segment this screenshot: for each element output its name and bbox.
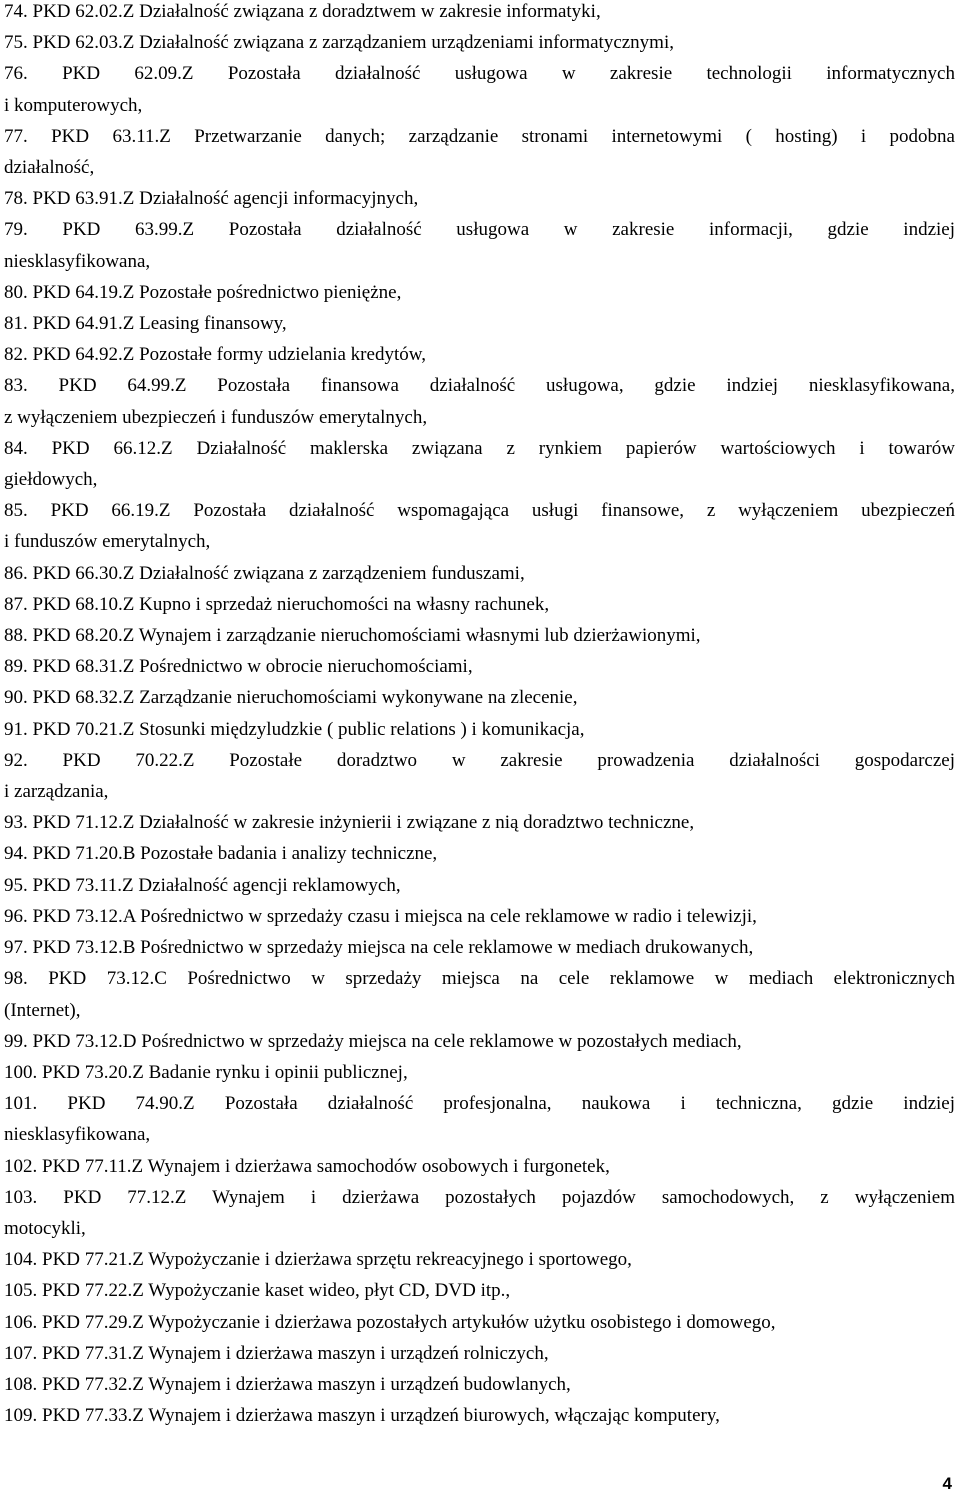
list-item-line: 87. PKD 68.10.Z Kupno i sprzedaż nieruchomości na własny rachunek, — [4, 593, 550, 615]
list-item-line: i funduszów emerytalnych, — [4, 531, 211, 553]
list-item — [4, 745, 955, 807]
list-item-line: 74. PKD 62.02.Z Działalność związana z doradztwem w zakresie informatyki, — [4, 1, 601, 22]
list-item-line: 98. PKD 73.12.C Pośrednictwo w sprzedaży miejsca na cele reklamowe w mediach elektronicznych — [4, 968, 955, 990]
list-item — [4, 1244, 955, 1275]
list-item-line: niesklasyfikowana, — [4, 1124, 151, 1146]
list-item-line: 102. PKD 77.11.Z Wynajem i dzierżawa samochodów osobowych i furgonetek, — [4, 1155, 610, 1177]
list-item — [4, 1307, 955, 1338]
list-item — [4, 901, 955, 932]
list-item — [4, 339, 955, 370]
list-item — [4, 0, 955, 27]
list-item — [4, 558, 955, 589]
list-item-line: 95. PKD 73.11.Z Działalność agencji reklamowych, — [4, 874, 401, 896]
list-item-line: giełdowych, — [4, 469, 98, 491]
list-item — [4, 714, 955, 745]
list-item-line: 77. PKD 63.11.Z Przetwarzanie danych; zarządzanie stronami internetowymi ( hosting) i podobna — [4, 125, 955, 147]
list-item-line: 96. PKD 73.12.A Pośrednictwo w sprzedaży czasu i miejsca na cele reklamowe w radio i telewizji, — [4, 905, 757, 927]
list-item — [4, 1338, 955, 1369]
list-item-line: 103. PKD 77.12.Z Wynajem i dzierżawa pozostałych pojazdów samochodowych, z wyłączeniem — [4, 1186, 955, 1208]
list-item-line: (Internet), — [4, 999, 81, 1021]
list-item-line: 82. PKD 64.92.Z Pozostałe formy udzielania kredytów, — [4, 344, 426, 366]
list-item-line: 105. PKD 77.22.Z Wypożyczanie kaset wideo, płyt CD, DVD itp., — [4, 1280, 511, 1302]
list-item — [4, 651, 955, 682]
list-item-line: 106. PKD 77.29.Z Wypożyczanie i dzierżawa pozostałych artykułów użytku osobistego i domowego, — [4, 1311, 776, 1333]
list-item — [4, 682, 955, 713]
list-item-line: 91. PKD 70.21.Z Stosunki międzyludzkie ( public relations ) i komunikacja, — [4, 718, 585, 740]
list-item-line: 94. PKD 71.20.B Pozostałe badania i analizy techniczne, — [4, 843, 438, 865]
list-item-line: motocykli, — [4, 1217, 86, 1239]
list-item-line: niesklasyfikowana, — [4, 250, 151, 272]
list-item — [4, 963, 955, 1025]
list-item-line: 78. PKD 63.91.Z Działalność agencji informacyjnych, — [4, 188, 419, 210]
list-item — [4, 121, 955, 183]
list-item — [4, 1088, 955, 1150]
list-item-line: 85. PKD 66.19.Z Pozostała działalność wspomagająca usługi finansowe, z wyłączeniem ubezpieczeń — [4, 500, 955, 522]
list-item-line: 97. PKD 73.12.B Pośrednictwo w sprzedaży miejsca na cele reklamowe w mediach drukowanych, — [4, 937, 754, 959]
list-item — [4, 807, 955, 838]
pkd-code-list — [4, 0, 955, 1431]
list-item-line: 84. PKD 66.12.Z Działalność maklerska związana z rynkiem papierów wartościowych i towarów — [4, 437, 955, 459]
list-item-line: 81. PKD 64.91.Z Leasing finansowy, — [4, 313, 287, 335]
list-item-line: 89. PKD 68.31.Z Pośrednictwo w obrocie nieruchomościami, — [4, 656, 473, 678]
list-item — [4, 932, 955, 963]
list-item — [4, 1151, 955, 1182]
list-item — [4, 1400, 955, 1431]
list-item-line: działalność, — [4, 157, 95, 179]
list-item-line: 101. PKD 74.90.Z Pozostała działalność profesjonalna, naukowa i techniczna, gdzie indziej — [4, 1093, 955, 1115]
list-item — [4, 27, 955, 58]
list-item — [4, 308, 955, 339]
list-item — [4, 620, 955, 651]
list-item — [4, 1182, 955, 1244]
page-number: 4 — [942, 1474, 952, 1493]
list-item-line: 93. PKD 71.12.Z Działalność w zakresie inżynierii i związane z nią doradztwo techniczne, — [4, 812, 695, 834]
list-item — [4, 214, 955, 276]
list-item — [4, 183, 955, 214]
list-item-line: 79. PKD 63.99.Z Pozostała działalność usługowa w zakresie informacji, gdzie indziej — [4, 219, 955, 241]
list-item-line: 86. PKD 66.30.Z Działalność związana z zarządzeniem funduszami, — [4, 562, 525, 584]
list-item-line: 75. PKD 62.03.Z Działalność związana z zarządzaniem urządzeniami informatycznymi, — [4, 32, 674, 54]
list-item — [4, 1369, 955, 1400]
list-item-line: 90. PKD 68.32.Z Zarządzanie nieruchomościami wykonywane na zlecenie, — [4, 687, 578, 709]
list-item — [4, 870, 955, 901]
list-item — [4, 433, 955, 495]
list-item-line: 83. PKD 64.99.Z Pozostała finansowa działalność usługowa, gdzie indziej niesklasyfikowana, — [4, 375, 955, 397]
list-item — [4, 58, 955, 120]
list-item — [4, 1275, 955, 1306]
list-item-line: 92. PKD 70.22.Z Pozostałe doradztwo w zakresie prowadzenia działalności gospodarczej — [4, 749, 955, 771]
list-item-line: 107. PKD 77.31.Z Wynajem i dzierżawa maszyn i urządzeń rolniczych, — [4, 1342, 549, 1364]
list-item — [4, 1057, 955, 1088]
list-item-line: 108. PKD 77.32.Z Wynajem i dzierżawa maszyn i urządzeń budowlanych, — [4, 1373, 571, 1395]
list-item-line: 100. PKD 73.20.Z Badanie rynku i opinii publicznej, — [4, 1061, 408, 1083]
list-item-line: z wyłączeniem ubezpieczeń i funduszów emerytalnych, — [4, 406, 428, 428]
list-item — [4, 277, 955, 308]
list-item-line: 88. PKD 68.20.Z Wynajem i zarządzanie nieruchomościami własnymi lub dzierżawionymi, — [4, 625, 701, 647]
list-item — [4, 495, 955, 557]
list-item — [4, 838, 955, 869]
list-item-line: i zarządzania, — [4, 781, 109, 803]
list-item-line: 109. PKD 77.33.Z Wynajem i dzierżawa maszyn i urządzeń biurowych, włączając komputery, — [4, 1405, 720, 1427]
list-item-line: 76. PKD 62.09.Z Pozostała działalność usługowa w zakresie technologii informatycznych — [4, 63, 955, 85]
list-item-line: 80. PKD 64.19.Z Pozostałe pośrednictwo pieniężne, — [4, 281, 402, 303]
list-item — [4, 589, 955, 620]
list-item-line: 104. PKD 77.21.Z Wypożyczanie i dzierżawa sprzętu rekreacyjnego i sportowego, — [4, 1249, 632, 1271]
list-item — [4, 370, 955, 432]
list-item-line: 99. PKD 73.12.D Pośrednictwo w sprzedaży miejsca na cele reklamowe w pozostałych mediach, — [4, 1030, 742, 1052]
list-item — [4, 1026, 955, 1057]
list-item-line: i komputerowych, — [4, 94, 143, 116]
